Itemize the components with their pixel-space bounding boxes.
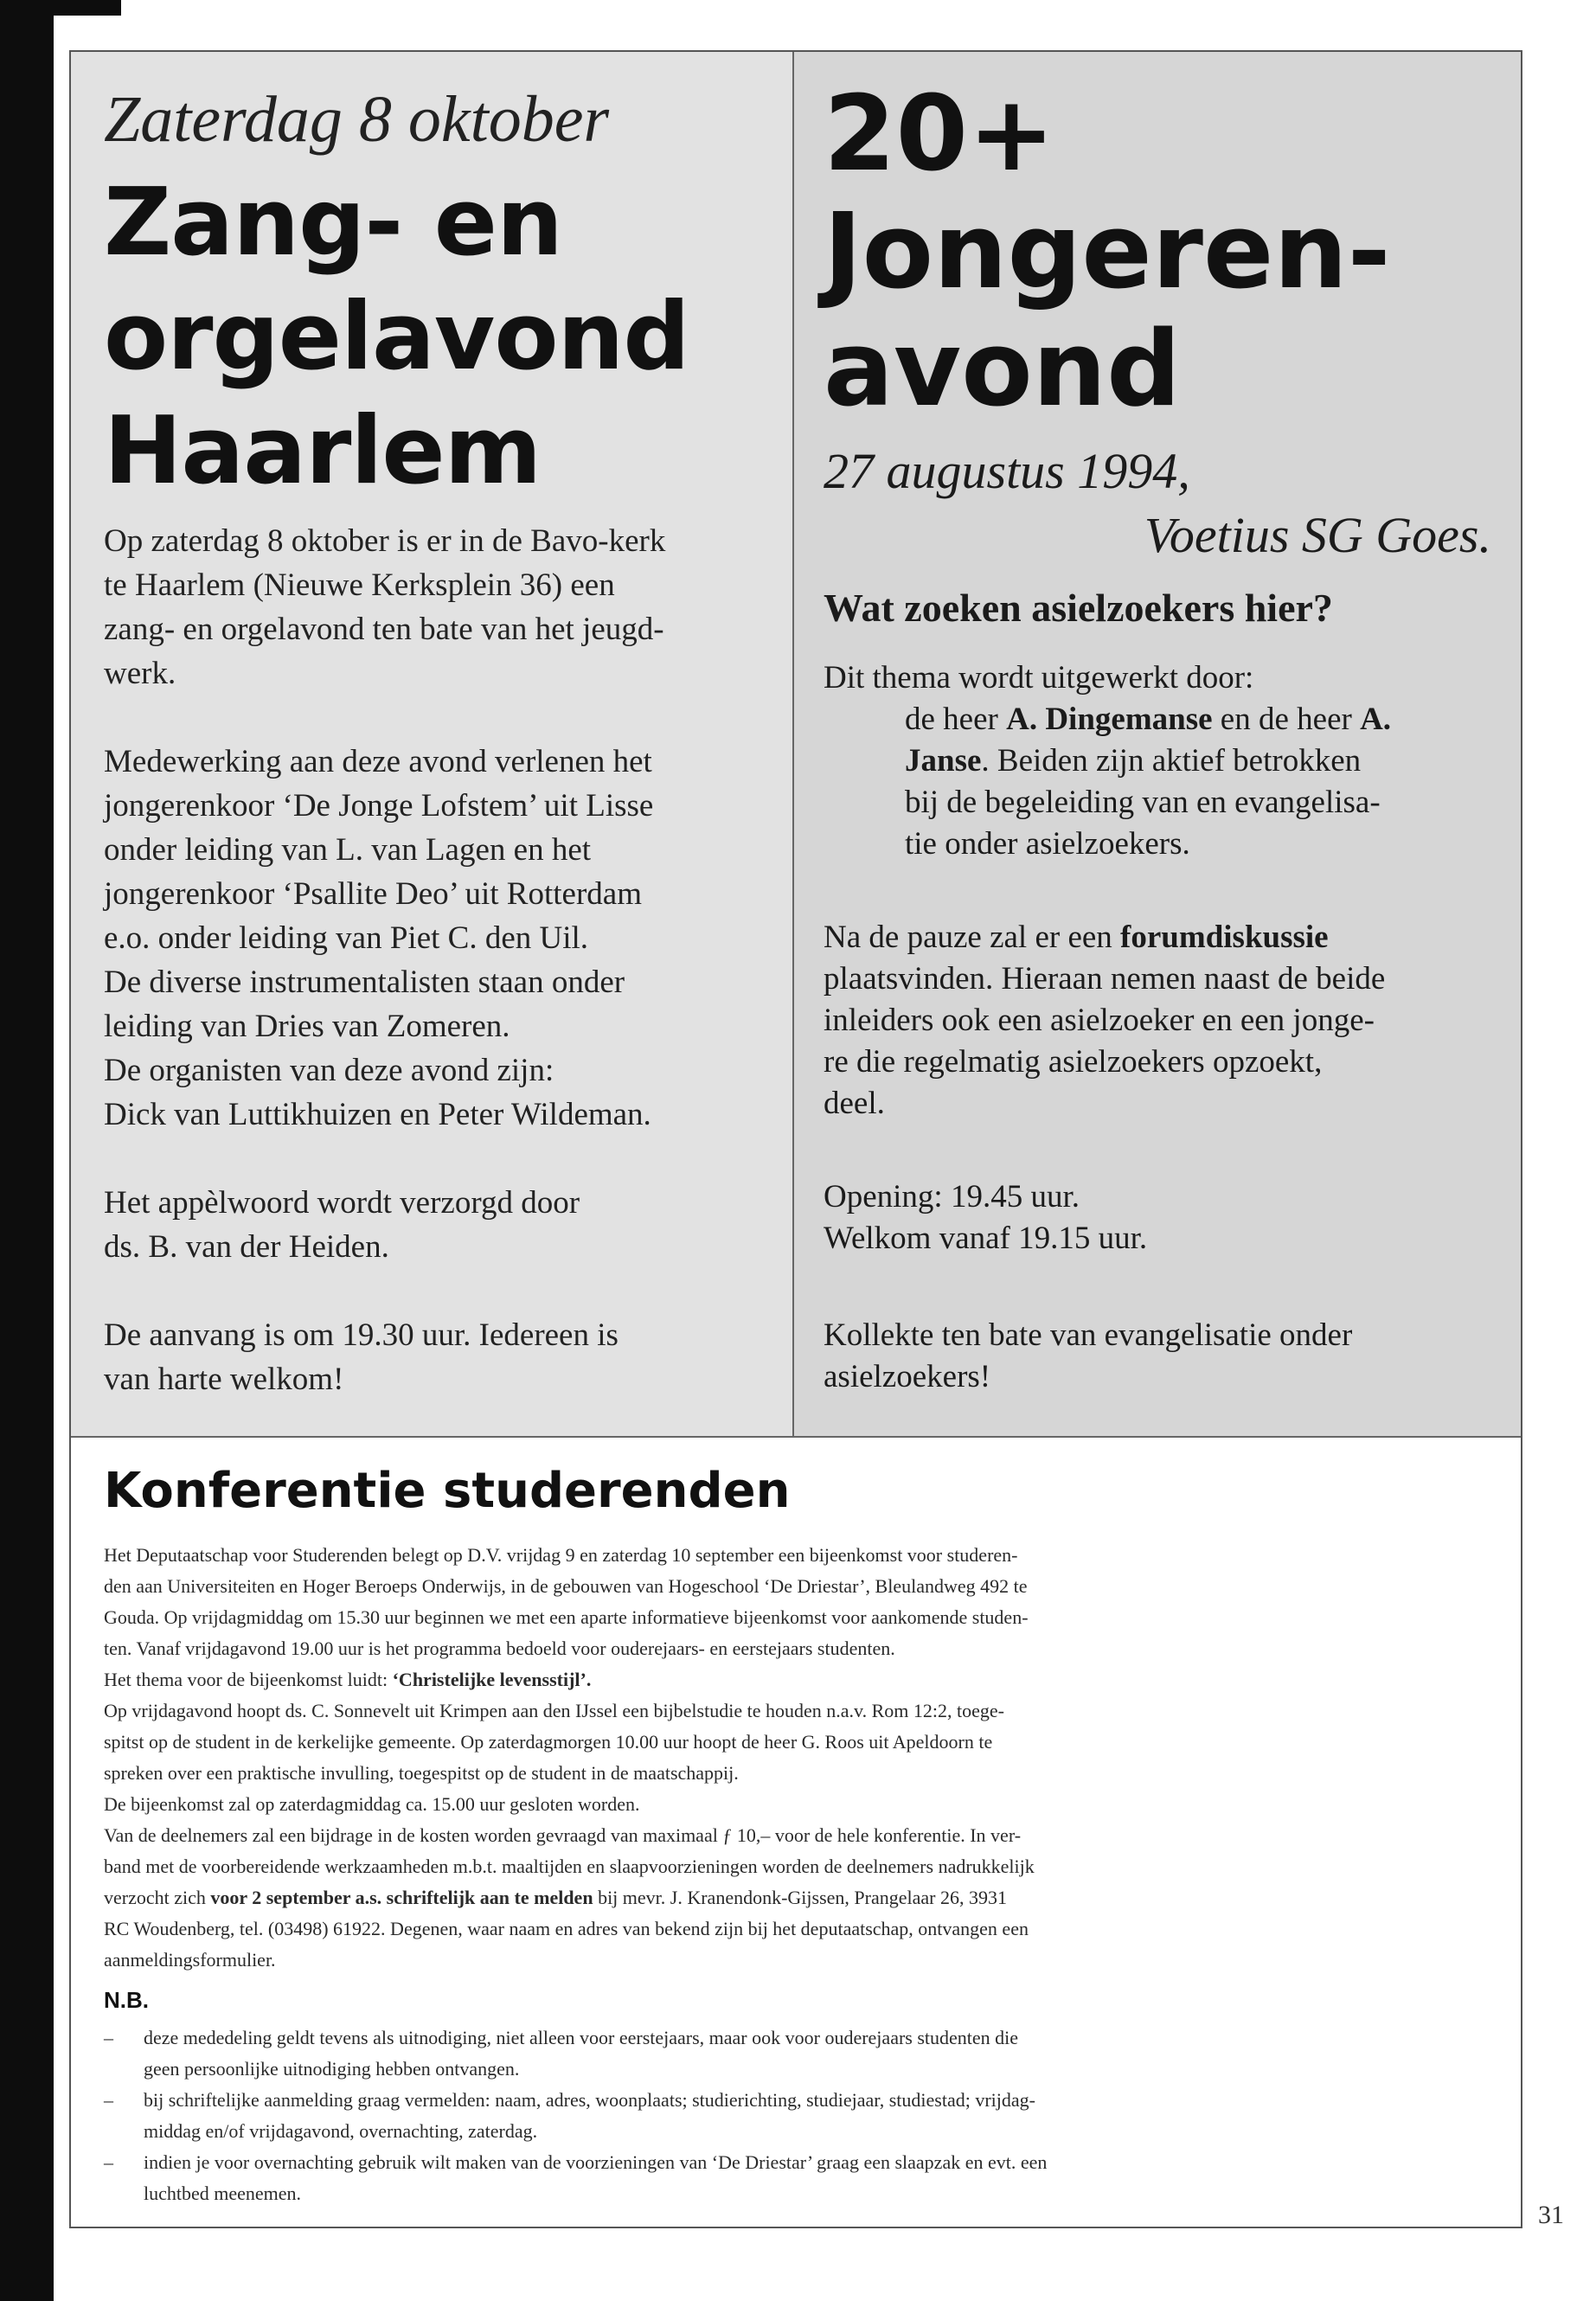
opening-time: Opening: 19.45 uur. [824,1179,1080,1215]
heading-line: orgelavond [104,283,689,391]
paragraph [104,519,787,695]
text-run: verzocht zich [104,1887,211,1908]
list-item [104,2085,1488,2147]
text-line: Op zaterdag 8 oktober is er in de Bavo-kerk [104,523,666,559]
scan-black-edge [0,0,54,2301]
heading-line: Zang- en [104,169,562,277]
list-item [104,2147,1488,2209]
nb-label: N.B. [104,1987,149,2013]
opening-times [824,1176,1147,1259]
speaker-name: Janse [905,743,982,779]
dash-bullet: – [104,2027,113,2048]
text-line: RC Woudenberg, tel. (03498) 61922. Degenen, waar naam en adres van bekend zijn bij het deputaatschap, ontvangen een [104,1918,1029,1939]
text-run: de heer [905,702,1007,737]
text-run: bij mevr. J. Kranendonk-Gijssen, Prangelaar 26, 3931 [593,1887,1007,1908]
text-line: middag en/of vrijdagavond, overnachting, zaterdag. [144,2120,538,2142]
text-line: deel. [824,1086,885,1121]
konferentie-heading: Konferentie studerenden [104,1463,791,1519]
text-line: Het Deputaatschap voor Studerenden belegt op D.V. vrijdag 9 en zaterdag 10 september een bijeenkomst voor studeren- [104,1544,1018,1566]
paragraph [104,740,787,1137]
text-line: plaatsvinden. Hieraan nemen naast de beide [824,961,1386,997]
text-line: Van de deelnemers zal een bijdrage in de kosten worden gevraagd van maximaal ƒ 10,– voor de hele konferentie. In ver- [104,1824,1022,1846]
forum-keyword: forumdiskussie [1120,920,1329,955]
text-line: den aan Universiteiten en Hoger Beroeps Onderwijs, in de gebouwen van Hogeschool ‘De Driestar’, Bleulandweg 492 te [104,1575,1028,1597]
text-line: band met de voorbereidende werkzaamheden m.b.t. maaltijden en slaapvoorzieningen worden de deelnemers nadrukkelijk [104,1856,1035,1877]
haarlem-body [104,519,787,1445]
text-line: Dick van Luttikhuizen en Peter Wildeman. [104,1097,651,1132]
text-line [824,917,1507,958]
text-line: De organisten van deze avond zijn: [104,1053,554,1088]
heading-line: Jongeren- [824,192,1391,312]
text-line: onder leiding van L. van Lagen en het [104,832,592,868]
heading-line: Haarlem [104,397,542,505]
text-line: inleiders ook een asielzoeker en een jonge- [824,1003,1375,1038]
text-run: en de heer [1212,702,1361,737]
registration-deadline: voor 2 september a.s. schriftelijk aan te melden [210,1887,593,1908]
text-run: Na de pauze zal er een [824,920,1121,955]
text-line: luchtbed meenemen. [144,2182,302,2204]
text-line: te Haarlem (Nieuwe Kerksplein 36) een [104,567,615,603]
text-line: jongerenkoor ‘De Jonge Lofstem’ uit Lisse [104,788,654,824]
text-line: ten. Vanaf vrijdagavond 19.00 uur is het programma bedoeld voor ouderejaars- en eerstejaars studenten. [104,1638,895,1659]
jongerenavond-subheading: Wat zoeken asielzoekers hier? [824,586,1333,630]
forum-text [824,917,1507,1125]
theme-line [104,1664,1488,1695]
theme-intro: Dit thema wordt uitgewerkt door: [824,660,1254,695]
text-line [905,740,1493,782]
scan-black-edge-top [0,0,121,16]
theme-title: ‘Christelijke levensstijl’. [392,1669,592,1690]
jongerenavond-announcement [794,52,1521,1436]
paragraph [104,1181,787,1269]
text-line: zang- en orgelavond ten bate van het jeugd- [104,612,664,647]
text-line: De aanvang is om 19.30 uur. Iedereen is [104,1317,619,1353]
page-number: 31 [1538,2201,1564,2229]
speaker-name: A. [1360,702,1392,737]
registration-line [104,1882,1488,1913]
text-line: asielzoekers! [824,1359,991,1394]
konferentie-announcement [71,1436,1521,2227]
text-line [905,699,1493,740]
heading-line: 20+ [824,74,1055,195]
text-line: Het appèlwoord wordt verzorgd door [104,1185,580,1221]
text-line: Op vrijdagavond hoopt ds. C. Sonnevelt uit Krimpen aan den IJssel een bijbelstudie te houden n.a.v. Rom 12:2, toege- [104,1700,1004,1721]
text-line: De diverse instrumentalisten staan onder [104,965,625,1000]
text-line: indien je voor overnachting gebruik wilt maken van de voorzieningen van ‘De Driestar’ graag een slaapzak en evt. een [144,2151,1048,2173]
dash-bullet: – [104,2089,113,2111]
haarlem-date: Zaterdag 8 oktober [104,83,610,156]
text-line: spitst op de student in de kerkelijke gemeente. Op zaterdagmorgen 10.00 uur hoopt de heer G. Roos uit Apeldoorn te [104,1731,993,1753]
heading-line: avond [824,310,1181,430]
text-line: Kollekte ten bate van evangelisatie onder [824,1317,1353,1353]
dash-bullet: – [104,2151,113,2173]
text-line: re die regelmatig asielzoekers opzoekt, [824,1044,1323,1080]
text-line: deze mededeling geldt tevens als uitnodiging, niet alleen voor eerstejaars, maar ook voor ouderejaars studenten die [144,2027,1019,2048]
text-line: van harte welkom! [104,1362,344,1397]
text-line: jongerenkoor ‘Psallite Deo’ uit Rotterdam [104,876,642,912]
text-line: ds. B. van der Heiden. [104,1229,389,1265]
text-line: bij de begeleiding van en evangelisa- [905,785,1381,820]
konferentie-body [104,1540,1488,2209]
jongerenavond-place: Voetius SG Goes. [1144,507,1491,563]
paragraph [104,1313,787,1401]
text-line: aanmeldingsformulier. [104,1949,276,1971]
speaker-name: A. Dingemanse [1006,702,1213,737]
text-run: Het thema voor de bijeenkomst luidt: [104,1669,393,1690]
text-line: tie onder asielzoekers. [905,826,1190,862]
jongerenavond-date: 27 augustus 1994, [824,443,1190,499]
jongerenavond-heading [824,76,1391,429]
collection-text [824,1315,1481,1398]
text-line: Gouda. Op vrijdagmiddag om 15.30 uur beginnen we met een aparte informatieve bijeenkomst voor aankomende studen- [104,1606,1029,1628]
text-line: geen persoonlijke uitnodiging hebben ontvangen. [144,2058,520,2080]
text-line: werk. [104,656,176,691]
text-line: De bijeenkomst zal op zaterdagmiddag ca. 15.00 uur gesloten worden. [104,1793,640,1815]
text-line: bij schriftelijke aanmelding graag vermelden: naam, adres, woonplaats; studierichting, studiejaar, studiestad; vrijdag- [144,2089,1035,2111]
text-line: leiding van Dries van Zomeren. [104,1009,510,1044]
haarlem-announcement [71,52,794,1436]
text-line: spreken over een praktische invulling, toegespitst op de student in de maatschappij. [104,1762,739,1784]
list-item [104,2022,1488,2085]
text-run: . Beiden zijn aktief betrokken [981,743,1362,779]
welcome-time: Welkom vanaf 19.15 uur. [824,1221,1148,1256]
haarlem-heading [104,166,689,509]
nb-list [104,2022,1488,2209]
text-line: Medewerking aan deze avond verlenen het [104,744,652,779]
speakers-text [905,699,1493,865]
text-line: e.o. onder leiding van Piet C. den Uil. [104,920,589,956]
